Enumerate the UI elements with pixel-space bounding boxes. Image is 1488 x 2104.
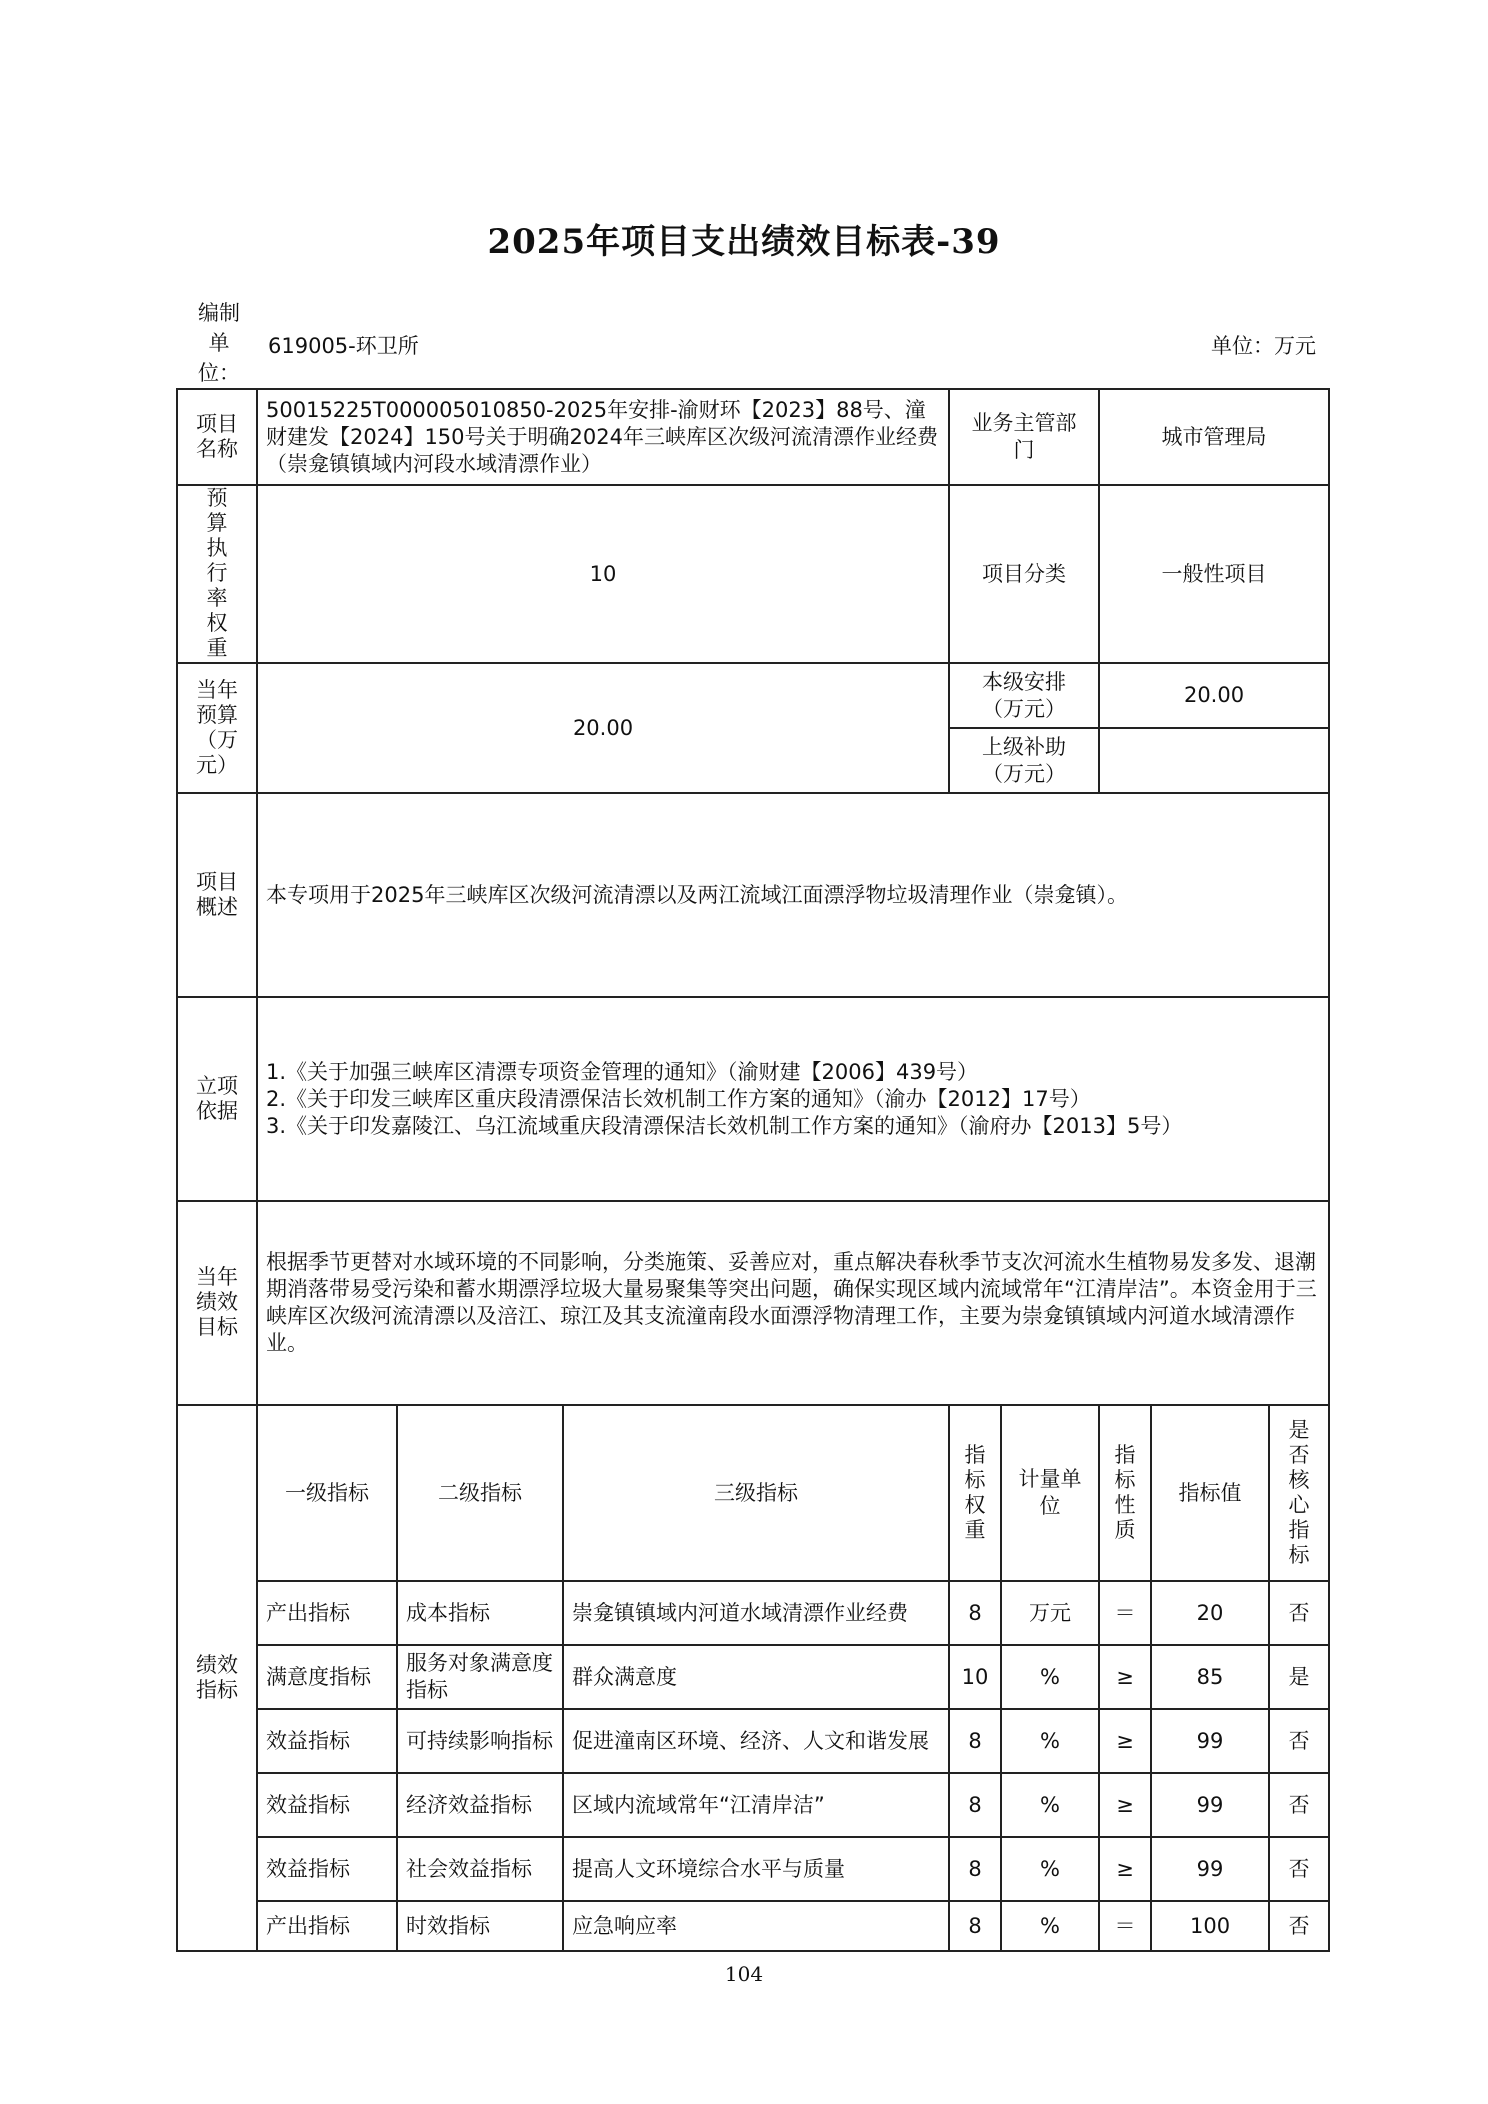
- cell-core: 否: [1269, 1709, 1329, 1773]
- cell-level2: 社会效益指标: [397, 1837, 563, 1901]
- basis-list: [257, 997, 1329, 1201]
- cell-nature: ≥: [1099, 1645, 1151, 1709]
- cell-core: 是: [1269, 1645, 1329, 1709]
- cell-level1: 效益指标: [257, 1773, 397, 1837]
- cell-core: 否: [1269, 1837, 1329, 1901]
- header-level3: 三级指标: [563, 1405, 949, 1581]
- budget-weight-value: 10: [257, 485, 949, 663]
- label-indicators: 绩效指标: [177, 1405, 257, 1951]
- table-row: [177, 1837, 1329, 1901]
- cell-unit: %: [1001, 1645, 1099, 1709]
- dept-value: 城市管理局: [1099, 389, 1329, 485]
- goal-text: 根据季节更替对水域环境的不同影响，分类施策、妥善应对，重点解决春秋季节支次河流水生植物易发多发、退潮期消落带易受污染和蓄水期漂浮垃圾大量易聚集等突出问题，确保实现区域内流域常年“江清岸洁”。本资金用于三峡库区次级河流清漂以及涪江、琼江及其支流潼南段水面漂浮物清理工作，主要为崇龛镇镇域内河道水域清漂作业。: [257, 1201, 1329, 1405]
- table-row: [177, 1709, 1329, 1773]
- row-goal: [177, 1201, 1329, 1405]
- row-annual-budget: [177, 663, 1329, 728]
- local-budget-value: 20.00: [1099, 663, 1329, 728]
- cell-nature: ＝: [1099, 1901, 1151, 1951]
- basis-item: 2.《关于印发三峡库区重庆段清漂保洁长效机制工作方案的通知》（渝办【2012】17号）: [266, 1086, 1091, 1111]
- cell-unit: 万元: [1001, 1581, 1099, 1645]
- indicator-header-row: [177, 1405, 1329, 1581]
- cell-core: 否: [1269, 1901, 1329, 1951]
- unit-name: 619005-环卫所: [268, 334, 419, 358]
- cell-core: 否: [1269, 1773, 1329, 1837]
- label-category: 项目分类: [949, 485, 1099, 663]
- table-row: [177, 1773, 1329, 1837]
- cell-weight: 8: [949, 1837, 1001, 1901]
- cell-unit: %: [1001, 1709, 1099, 1773]
- cell-level1: 满意度指标: [257, 1645, 397, 1709]
- category-value: 一般性项目: [1099, 485, 1329, 663]
- performance-table: [176, 388, 1330, 1952]
- cell-level3: 促进潼南区环境、经济、人文和谐发展: [563, 1709, 949, 1773]
- page-title: 2025年项目支出绩效目标表-39: [487, 222, 1001, 262]
- cell-value: 20: [1151, 1581, 1269, 1645]
- label-local-budget: 本级安排（万元）: [949, 663, 1099, 728]
- label-basis: 立项依据: [177, 997, 257, 1201]
- cell-level2: 成本指标: [397, 1581, 563, 1645]
- cell-value: 85: [1151, 1645, 1269, 1709]
- cell-weight: 8: [949, 1581, 1001, 1645]
- cell-level2: 可持续影响指标: [397, 1709, 563, 1773]
- header-level2: 二级指标: [397, 1405, 563, 1581]
- cell-value: 99: [1151, 1709, 1269, 1773]
- cell-level2: 时效指标: [397, 1901, 563, 1951]
- header-unit: 计量单位: [1001, 1405, 1099, 1581]
- cell-level1: 效益指标: [257, 1837, 397, 1901]
- row-project-name: [177, 389, 1329, 485]
- table-row: [177, 1581, 1329, 1645]
- unit-label-line: 编制: [198, 301, 240, 325]
- label-budget-weight: 预算执行率权重: [177, 485, 257, 663]
- table-row: [177, 1645, 1329, 1709]
- cell-nature: ≥: [1099, 1837, 1151, 1901]
- cell-level1: 产出指标: [257, 1581, 397, 1645]
- header-value: 指标值: [1151, 1405, 1269, 1581]
- cell-level3: 区域内流域常年“江清岸洁”: [563, 1773, 949, 1837]
- unit-label-line: 单: [208, 331, 230, 355]
- label-annual-budget: 当年预算（万元）: [177, 663, 257, 793]
- cell-nature: ≥: [1099, 1773, 1151, 1837]
- cell-weight: 8: [949, 1901, 1001, 1951]
- cell-level1: 效益指标: [257, 1709, 397, 1773]
- upper-budget-value: [1099, 728, 1329, 793]
- cell-level3: 群众满意度: [563, 1645, 949, 1709]
- basis-item: 1.《关于加强三峡库区清漂专项资金管理的通知》（渝财建【2006】439号）: [266, 1059, 979, 1084]
- cell-core: 否: [1269, 1581, 1329, 1645]
- cell-weight: 8: [949, 1709, 1001, 1773]
- row-budget-weight: [177, 485, 1329, 663]
- cell-unit: %: [1001, 1773, 1099, 1837]
- page-number: 104: [724, 1962, 764, 1986]
- header-weight: 指标权重: [949, 1405, 1001, 1581]
- cell-weight: 8: [949, 1773, 1001, 1837]
- cell-level3: 崇龛镇镇域内河道水域清漂作业经费: [563, 1581, 949, 1645]
- label-upper-budget: 上级补助（万元）: [949, 728, 1099, 793]
- label-project-name: 项目名称: [177, 389, 257, 485]
- cell-value: 99: [1151, 1773, 1269, 1837]
- label-goal: 当年绩效目标: [177, 1201, 257, 1405]
- header-nature: 指标性质: [1099, 1405, 1151, 1581]
- header-core: 是否核心指标: [1269, 1405, 1329, 1581]
- cell-value: 100: [1151, 1901, 1269, 1951]
- cell-level3: 提高人文环境综合水平与质量: [563, 1837, 949, 1901]
- cell-level1: 产出指标: [257, 1901, 397, 1951]
- cell-unit: %: [1001, 1837, 1099, 1901]
- annual-budget-value: 20.00: [257, 663, 949, 793]
- unit-label: [196, 298, 242, 388]
- cell-value: 99: [1151, 1837, 1269, 1901]
- project-name-value: 50015225T000005010850-2025年安排-渝财环【2023】88号、潼财建发【2024】150号关于明确2024年三峡库区次级河流清漂作业经费（崇龛镇镇域内河段水域清漂作业）: [257, 389, 949, 485]
- cell-level3: 应急响应率: [563, 1901, 949, 1951]
- cell-unit: %: [1001, 1901, 1099, 1951]
- table-row: [177, 1901, 1329, 1951]
- basis-item: 3.《关于印发嘉陵江、乌江流域重庆段清漂保洁长效机制工作方案的通知》（渝府办【2013】5号）: [266, 1113, 1183, 1138]
- row-overview: [177, 793, 1329, 997]
- unit-of-measure: 单位：万元: [1211, 334, 1316, 358]
- cell-level2: 经济效益指标: [397, 1773, 563, 1837]
- cell-nature: ≥: [1099, 1709, 1151, 1773]
- cell-weight: 10: [949, 1645, 1001, 1709]
- header-level1: 一级指标: [257, 1405, 397, 1581]
- row-basis: [177, 997, 1329, 1201]
- cell-nature: ＝: [1099, 1581, 1151, 1645]
- unit-label-line: 位：: [198, 361, 240, 385]
- overview-text: 本专项用于2025年三峡库区次级河流清漂以及两江流域江面漂浮物垃圾清理作业（崇龛镇）。: [257, 793, 1329, 997]
- label-overview: 项目概述: [177, 793, 257, 997]
- cell-level2: 服务对象满意度指标: [397, 1645, 563, 1709]
- label-dept: 业务主管部门: [949, 389, 1099, 485]
